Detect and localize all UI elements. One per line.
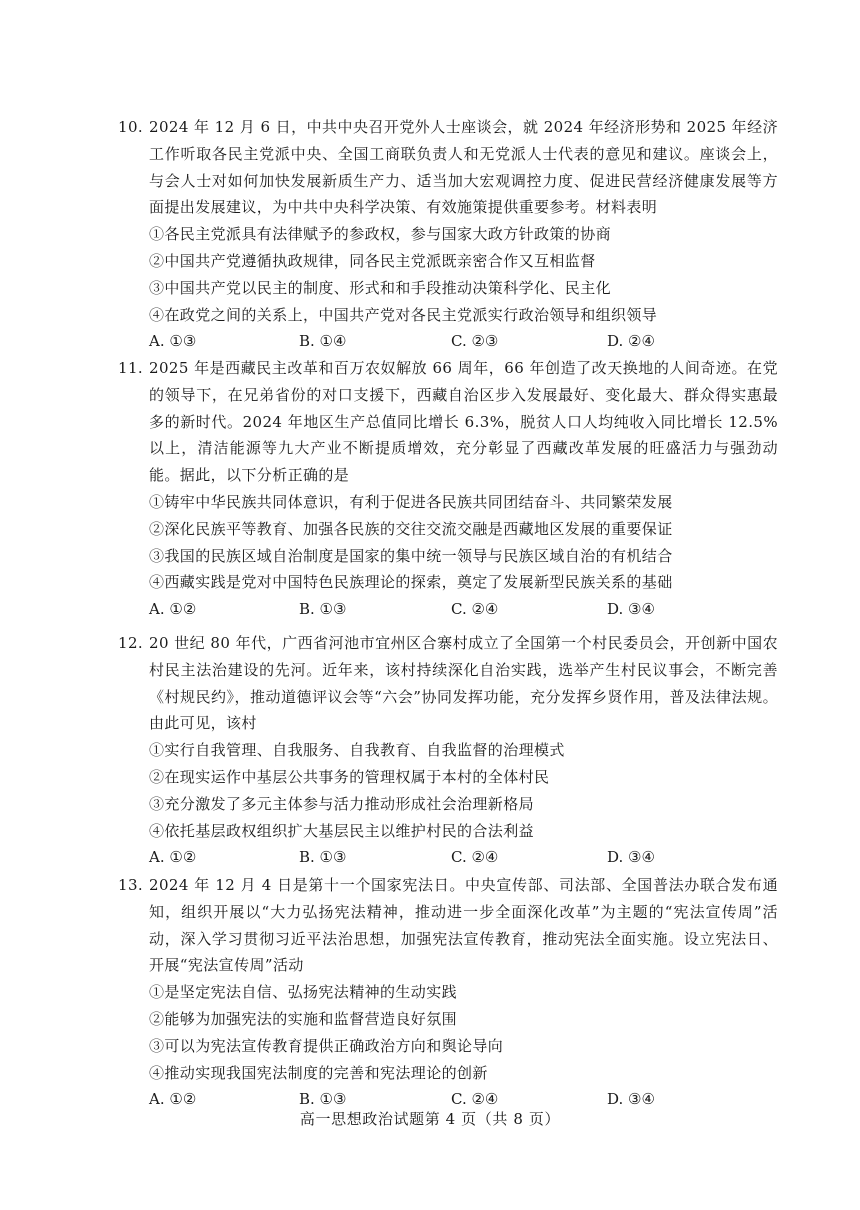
- question-13: [118, 872, 778, 1113]
- choice-d: D. ③④: [607, 600, 655, 619]
- question-stem: [118, 872, 778, 979]
- choice-c: C. ②④: [451, 600, 499, 619]
- statement-3: ③可以为宪法宣传教育提供正确政治方向和舆论导向: [149, 1036, 504, 1055]
- question-number: 12.: [118, 634, 144, 652]
- question-10: [118, 114, 778, 355]
- page-footer: 高一思想政治试题第 4 页（共 8 页）: [299, 1110, 561, 1128]
- statement-2: ②能够为加强宪法的实施和监督营造良好氛围: [149, 1009, 458, 1028]
- question-text: 2024 年 12 月 4 日是第十一个国家宪法日。中央宣传部、司法部、全国普法办联合发布通知，组织开展以“大力弘扬宪法精神，推动进一步全面深化改革”为主题的“宪法宣传周”活动，深入学习贯彻习近平法治思想，加强宪法宣传教育，推动宪法全面实施。设立宪法日、开展“宪法宣传周”活动: [149, 876, 778, 975]
- question-11: [118, 355, 778, 623]
- statement-4: ④推动实现我国宪法制度的完善和宪法理论的创新: [149, 1063, 488, 1082]
- statement-1: ①各民主党派具有法律赋予的参政权，参与国家大政方针政策的协商: [149, 225, 612, 244]
- choice-d: D. ③④: [607, 848, 655, 867]
- choice-c: C. ②③: [451, 332, 499, 351]
- question-text: 20 世纪 80 年代，广西省河池市宜州区合寨村成立了全国第一个村民委员会，开创新中国农村民主法治建设的先河。近年来，该村持续深化自治实践，选举产生村民议事会，不断完善《村规民约》，推动道德评议会等“六会”协同发挥功能，充分发挥乡贤作用，普及法律法规。由此可见，该村: [149, 634, 778, 733]
- statement-1: ①铸牢中华民族共同体意识，有利于促进各民族共同团结奋斗、共同繁荣发展: [149, 492, 673, 511]
- choice-a: A. ①②: [149, 600, 197, 619]
- question-number: 10.: [118, 118, 144, 136]
- answer-choices: [118, 596, 778, 623]
- choice-c: C. ②④: [451, 1090, 499, 1109]
- choice-b: B. ①③: [299, 1090, 347, 1109]
- statement-1: ①是坚定宪法自信、弘扬宪法精神的生动实践: [149, 983, 458, 1002]
- choice-a: A. ①③: [149, 332, 197, 351]
- choice-d: D. ③④: [607, 1090, 655, 1109]
- question-stem: [118, 630, 778, 737]
- answer-choices: [118, 328, 778, 355]
- statement-3: ③我国的民族区域自治制度是国家的集中统一领导与民族区域自治的有机结合: [149, 546, 673, 565]
- statement-2: ②深化民族平等教育、加强各民族的交往交流交融是西藏地区发展的重要保证: [149, 519, 673, 538]
- statement-3: ③中国共产党以民主的制度、形式和和手段推动决策科学化、民主化: [149, 278, 612, 297]
- choice-a: A. ①②: [149, 848, 197, 867]
- question-stem: [118, 355, 778, 489]
- statement-4: ④在政党之间的关系上，中国共产党对各民主党派实行政治领导和组织领导: [149, 305, 658, 324]
- answer-choices: [118, 844, 778, 871]
- choice-b: B. ①③: [299, 600, 347, 619]
- question-number: 11.: [118, 359, 144, 377]
- statement-4: ④西藏实践是党对中国特色民族理论的探索，奠定了发展新型民族关系的基础: [149, 573, 673, 592]
- question-stem: [118, 114, 778, 221]
- statement-2: ②在现实运作中基层公共事务的管理权属于本村的全体村民: [149, 767, 550, 786]
- choice-c: C. ②④: [451, 848, 499, 867]
- question-12: [118, 630, 778, 871]
- question-number: 13.: [118, 876, 144, 894]
- statement-4: ④依托基层政权组织扩大基层民主以维护村民的合法利益: [149, 821, 535, 840]
- question-text: 2025 年是西藏民主改革和百万农奴解放 66 周年，66 年创造了改天换地的人间奇迹。在党的领导下，在兄弟省份的对口支援下，西藏自治区步入发展最好、变化最大、群众得实惠最多的新时代。2024 年地区生产总值同比增长 6.3%，脱贫人口人均纯收入同比增长 12.5%以上，清洁能源等九大产业不断提质增效，充分彰显了西藏改革发展的旺盛活力与强劲动能。据此，以下分析正确的是: [149, 359, 778, 485]
- choice-b: B. ①③: [299, 848, 347, 867]
- statement-2: ②中国共产党遵循执政规律，同各民主党派既亲密合作又互相监督: [149, 251, 596, 270]
- choice-b: B. ①④: [299, 332, 347, 351]
- choice-a: A. ①②: [149, 1090, 197, 1109]
- statement-3: ③充分激发了多元主体参与活力推动形成社会治理新格局: [149, 794, 535, 813]
- statement-1: ①实行自我管理、自我服务、自我教育、自我监督的治理模式: [149, 741, 565, 760]
- choice-d: D. ②④: [607, 332, 655, 351]
- question-text: 2024 年 12 月 6 日，中共中央召开党外人士座谈会，就 2024 年经济形势和 2025 年经济工作听取各民主党派中央、全国工商联负责人和无党派人士代表的意见和建议。座谈会上，与会人士对如何加快发展新质生产力、适当加大宏观调控力度、促进民营经济健康发展等方面提出发展建议，为中共中央科学决策、有效施策提供重要参考。材料表明: [149, 118, 778, 217]
